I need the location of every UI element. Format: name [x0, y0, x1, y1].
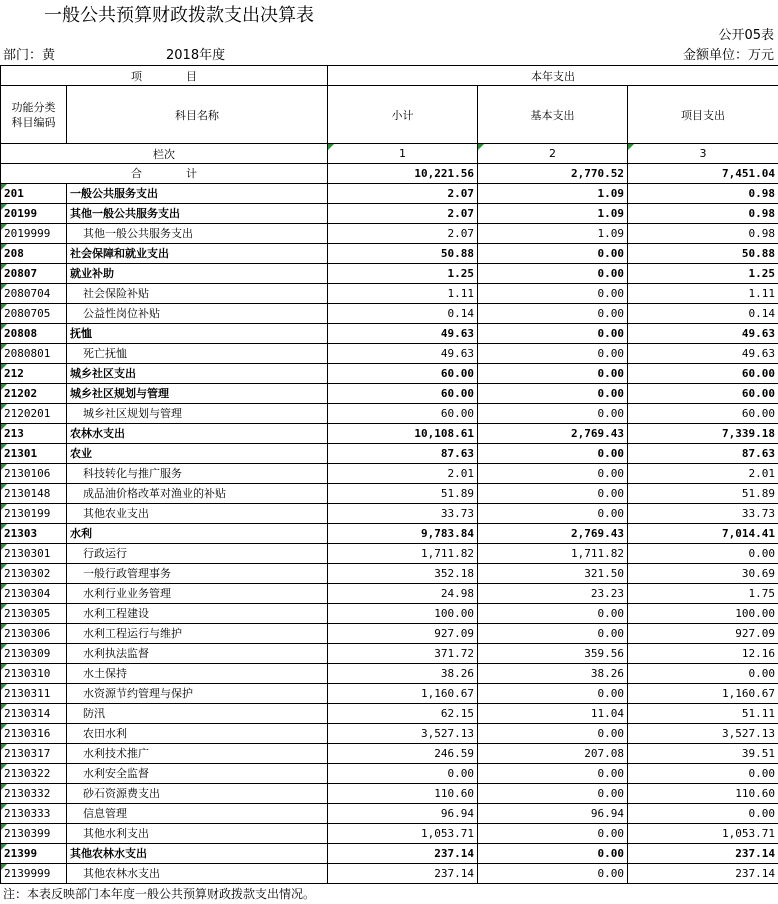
row-subtotal: 371.72 [328, 644, 478, 664]
row-basic: 1,711.82 [478, 544, 628, 564]
row-code: 2130322 [1, 764, 67, 784]
row-project: 1.11 [628, 284, 778, 304]
row-subtotal: 60.00 [328, 404, 478, 424]
row-subtotal: 33.73 [328, 504, 478, 524]
table-row [1, 464, 778, 484]
footnote: 注：本表反映部门本年度一般公共预算财政拨款支出情况。 [3, 887, 316, 901]
row-subtotal: 10,108.61 [328, 424, 478, 444]
total-subtotal: 10,221.56 [328, 164, 478, 184]
row-name: 水利行业业务管理 [67, 584, 328, 604]
form-number: 公开05表 [718, 28, 774, 43]
table-row [1, 484, 778, 504]
row-name: 就业补助 [67, 264, 328, 284]
row-name: 一般行政管理事务 [67, 564, 328, 584]
row-subtotal: 62.15 [328, 704, 478, 724]
table-row [1, 284, 778, 304]
row-subtotal: 2.07 [328, 224, 478, 244]
row-basic: 2,769.43 [478, 424, 628, 444]
row-name: 信息管理 [67, 804, 328, 824]
row-code: 2130199 [1, 504, 67, 524]
table-row [1, 444, 778, 464]
table-row [1, 564, 778, 584]
table-row [1, 224, 778, 244]
row-name: 水利工程建设 [67, 604, 328, 624]
row-subtotal: 60.00 [328, 364, 478, 384]
row-subtotal: 927.09 [328, 624, 478, 644]
row-code: 20199 [1, 204, 67, 224]
row-subtotal: 9,783.84 [328, 524, 478, 544]
table-row [1, 844, 778, 864]
row-project: 30.69 [628, 564, 778, 584]
row-code: 2130301 [1, 544, 67, 564]
row-subtotal: 3,527.13 [328, 724, 478, 744]
row-subtotal: 352.18 [328, 564, 478, 584]
row-code: 2130302 [1, 564, 67, 584]
row-code: 2080705 [1, 304, 67, 324]
row-project: 50.88 [628, 244, 778, 264]
table-row [1, 424, 778, 444]
row-subtotal: 2.07 [328, 184, 478, 204]
row-subtotal: 0.00 [328, 764, 478, 784]
expenditure-table [0, 65, 778, 884]
row-code: 2130399 [1, 824, 67, 844]
row-subtotal: 24.98 [328, 584, 478, 604]
row-subtotal: 60.00 [328, 384, 478, 404]
header-project: 项目支出 [628, 86, 778, 144]
row-basic: 0.00 [478, 284, 628, 304]
total-label: 合 计 [1, 164, 328, 184]
row-name: 水利技术推广 [67, 744, 328, 764]
row-subtotal: 49.63 [328, 344, 478, 364]
row-name: 城乡社区规划与管理 [67, 404, 328, 424]
row-basic: 0.00 [478, 724, 628, 744]
row-code: 21303 [1, 524, 67, 544]
table-row [1, 344, 778, 364]
row-code: 2130311 [1, 684, 67, 704]
row-code: 2080704 [1, 284, 67, 304]
row-project: 0.00 [628, 804, 778, 824]
row-name: 社会保障和就业支出 [67, 244, 328, 264]
row-project: 0.00 [628, 664, 778, 684]
row-subtotal: 1,711.82 [328, 544, 478, 564]
row-subtotal: 110.60 [328, 784, 478, 804]
table-row [1, 504, 778, 524]
row-subtotal: 38.26 [328, 664, 478, 684]
row-basic: 0.00 [478, 844, 628, 864]
row-basic: 0.00 [478, 684, 628, 704]
table-row [1, 684, 778, 704]
row-project: 60.00 [628, 384, 778, 404]
row-name: 公益性岗位补贴 [67, 304, 328, 324]
row-project: 0.98 [628, 204, 778, 224]
row-project: 51.11 [628, 704, 778, 724]
table-row [1, 704, 778, 724]
row-name: 其他一般公共服务支出 [67, 204, 328, 224]
row-code: 201 [1, 184, 67, 204]
row-code: 20808 [1, 324, 67, 344]
row-project: 87.63 [628, 444, 778, 464]
row-name: 死亡抚恤 [67, 344, 328, 364]
row-project: 1.25 [628, 264, 778, 284]
row-name: 成品油价格改革对渔业的补贴 [67, 484, 328, 504]
row-project: 237.14 [628, 844, 778, 864]
row-project: 33.73 [628, 504, 778, 524]
header-annual: 本年支出 [328, 66, 778, 86]
row-code: 2130314 [1, 704, 67, 724]
row-code: 2130304 [1, 584, 67, 604]
row-code: 2130332 [1, 784, 67, 804]
table-row [1, 304, 778, 324]
row-project: 49.63 [628, 324, 778, 344]
table-row [1, 864, 778, 884]
row-basic: 0.00 [478, 504, 628, 524]
row-basic: 96.94 [478, 804, 628, 824]
row-code: 20807 [1, 264, 67, 284]
table-row [1, 824, 778, 844]
row-name: 抚恤 [67, 324, 328, 344]
row-project: 0.00 [628, 764, 778, 784]
row-name: 行政运行 [67, 544, 328, 564]
row-code: 21301 [1, 444, 67, 464]
row-name: 农田水利 [67, 724, 328, 744]
row-subtotal: 1,160.67 [328, 684, 478, 704]
row-code: 2130106 [1, 464, 67, 484]
row-code: 212 [1, 364, 67, 384]
row-basic: 359.56 [478, 644, 628, 664]
row-name: 城乡社区支出 [67, 364, 328, 384]
row-name: 其他农林水支出 [67, 864, 328, 884]
row-name: 水土保持 [67, 664, 328, 684]
row-subtotal: 100.00 [328, 604, 478, 624]
row-name: 社会保险补贴 [67, 284, 328, 304]
row-subtotal: 2.07 [328, 204, 478, 224]
row-basic: 0.00 [478, 244, 628, 264]
row-project: 0.98 [628, 184, 778, 204]
table-row [1, 264, 778, 284]
row-basic: 0.00 [478, 364, 628, 384]
row-name: 其他水利支出 [67, 824, 328, 844]
row-project: 237.14 [628, 864, 778, 884]
row-basic: 1.09 [478, 224, 628, 244]
table-row [1, 544, 778, 564]
table-row [1, 364, 778, 384]
row-code: 2130305 [1, 604, 67, 624]
total-basic: 2,770.52 [478, 164, 628, 184]
row-subtotal: 1.25 [328, 264, 478, 284]
row-code: 2130317 [1, 744, 67, 764]
year-label: 2018年度 [166, 48, 226, 63]
row-basic: 0.00 [478, 784, 628, 804]
table-row [1, 244, 778, 264]
table-row [1, 744, 778, 764]
row-name: 一般公共服务支出 [67, 184, 328, 204]
row-subtotal: 1.11 [328, 284, 478, 304]
row-name: 城乡社区规划与管理 [67, 384, 328, 404]
row-code: 2120201 [1, 404, 67, 424]
row-basic: 321.50 [478, 564, 628, 584]
row-basic: 1.09 [478, 204, 628, 224]
table-row [1, 664, 778, 684]
row-name: 水资源节约管理与保护 [67, 684, 328, 704]
row-project: 3,527.13 [628, 724, 778, 744]
row-subtotal: 50.88 [328, 244, 478, 264]
row-code: 2130316 [1, 724, 67, 744]
table-row [1, 584, 778, 604]
row-code: 2139999 [1, 864, 67, 884]
row-name: 水利 [67, 524, 328, 544]
row-basic: 0.00 [478, 484, 628, 504]
row-project: 60.00 [628, 364, 778, 384]
row-code: 2130310 [1, 664, 67, 684]
row-project: 100.00 [628, 604, 778, 624]
row-name: 其他农业支出 [67, 504, 328, 524]
row-subtotal: 96.94 [328, 804, 478, 824]
row-project: 7,014.41 [628, 524, 778, 544]
row-basic: 0.00 [478, 344, 628, 364]
total-project: 7,451.04 [628, 164, 778, 184]
table-row [1, 324, 778, 344]
row-code: 2130306 [1, 624, 67, 644]
table-row [1, 384, 778, 404]
row-basic: 1.09 [478, 184, 628, 204]
page-title: 一般公共预算财政拨款支出决算表 [44, 5, 314, 26]
column-number-3: 3 [628, 144, 778, 164]
row-basic: 0.00 [478, 864, 628, 884]
row-name: 水利执法监督 [67, 644, 328, 664]
row-subtotal: 237.14 [328, 864, 478, 884]
header-subtotal: 小计 [328, 86, 478, 144]
row-project: 927.09 [628, 624, 778, 644]
row-subtotal: 51.89 [328, 484, 478, 504]
table-row [1, 804, 778, 824]
table-row [1, 764, 778, 784]
row-name: 科技转化与推广服务 [67, 464, 328, 484]
row-name: 其他一般公共服务支出 [67, 224, 328, 244]
row-project: 1,160.67 [628, 684, 778, 704]
row-basic: 38.26 [478, 664, 628, 684]
unit-label: 金额单位：万元 [682, 48, 774, 63]
row-project: 0.98 [628, 224, 778, 244]
row-subtotal: 237.14 [328, 844, 478, 864]
row-code: 2019999 [1, 224, 67, 244]
row-basic: 2,769.43 [478, 524, 628, 544]
row-code: 213 [1, 424, 67, 444]
table-row [1, 204, 778, 224]
row-subtotal: 2.01 [328, 464, 478, 484]
table-row [1, 184, 778, 204]
row-basic: 0.00 [478, 764, 628, 784]
table-row [1, 724, 778, 744]
row-code: 2080801 [1, 344, 67, 364]
table-row [1, 404, 778, 424]
row-project: 60.00 [628, 404, 778, 424]
row-basic: 0.00 [478, 384, 628, 404]
row-project: 0.00 [628, 544, 778, 564]
department-label: 部门：黄 [3, 48, 56, 63]
row-code: 2130333 [1, 804, 67, 824]
row-name: 农业 [67, 444, 328, 464]
row-basic: 207.08 [478, 744, 628, 764]
row-name: 砂石资源费支出 [67, 784, 328, 804]
row-code: 21399 [1, 844, 67, 864]
row-basic: 23.23 [478, 584, 628, 604]
row-project: 39.51 [628, 744, 778, 764]
row-code: 2130148 [1, 484, 67, 504]
row-name: 防汛 [67, 704, 328, 724]
row-basic: 0.00 [478, 824, 628, 844]
table-row [1, 784, 778, 804]
row-name: 水利工程运行与维护 [67, 624, 328, 644]
row-subtotal: 0.14 [328, 304, 478, 324]
row-project: 7,339.18 [628, 424, 778, 444]
row-name: 水利安全监督 [67, 764, 328, 784]
row-project: 110.60 [628, 784, 778, 804]
table-row [1, 644, 778, 664]
row-project: 2.01 [628, 464, 778, 484]
row-name: 其他农林水支出 [67, 844, 328, 864]
row-subtotal: 49.63 [328, 324, 478, 344]
row-code: 21202 [1, 384, 67, 404]
row-basic: 0.00 [478, 304, 628, 324]
table-row [1, 524, 778, 544]
row-basic: 0.00 [478, 444, 628, 464]
row-project: 0.14 [628, 304, 778, 324]
row-project: 51.89 [628, 484, 778, 504]
table-row [1, 624, 778, 644]
row-subtotal: 246.59 [328, 744, 478, 764]
row-code: 208 [1, 244, 67, 264]
row-project: 49.63 [628, 344, 778, 364]
column-number-1: 1 [328, 144, 478, 164]
row-basic: 0.00 [478, 624, 628, 644]
header-code: 功能分类 科目编码 [1, 86, 67, 144]
column-label: 栏次 [1, 144, 328, 164]
row-subtotal: 87.63 [328, 444, 478, 464]
row-basic: 0.00 [478, 604, 628, 624]
row-project: 1.75 [628, 584, 778, 604]
row-basic: 0.00 [478, 464, 628, 484]
row-name: 农林水支出 [67, 424, 328, 444]
table-row [1, 604, 778, 624]
header-name: 科目名称 [67, 86, 328, 144]
header-item: 项 目 [1, 66, 328, 86]
row-basic: 0.00 [478, 324, 628, 344]
row-code: 2130309 [1, 644, 67, 664]
column-number-2: 2 [478, 144, 628, 164]
header-basic: 基本支出 [478, 86, 628, 144]
row-project: 1,053.71 [628, 824, 778, 844]
row-basic: 11.04 [478, 704, 628, 724]
row-project: 12.16 [628, 644, 778, 664]
row-subtotal: 1,053.71 [328, 824, 478, 844]
row-basic: 0.00 [478, 264, 628, 284]
row-basic: 0.00 [478, 404, 628, 424]
